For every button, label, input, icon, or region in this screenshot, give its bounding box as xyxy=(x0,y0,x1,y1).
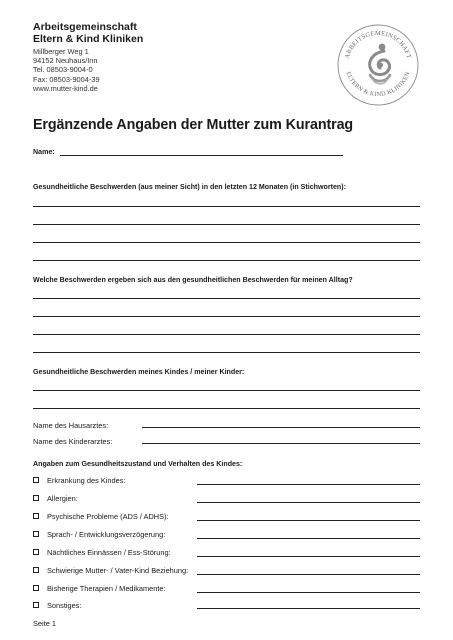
address-street: Millberger Weg 1 xyxy=(33,47,89,56)
answer-line[interactable] xyxy=(33,408,420,409)
checkbox-label: Nächtliches Einnässen / Ess-Störung: xyxy=(47,548,171,557)
answer-line[interactable] xyxy=(33,260,420,261)
checkbox-therapien[interactable] xyxy=(33,585,39,591)
address-city: 94152 Neuhaus/Inn xyxy=(33,56,98,66)
name-label: Name: xyxy=(33,148,55,156)
hausarzt-label: Name des Hausarztes: xyxy=(33,421,109,430)
address-block xyxy=(33,47,100,93)
checkbox-psychische-probleme[interactable] xyxy=(33,513,39,519)
child-section-title: Angaben zum Gesundheitszustand und Verhalten des Kindes: xyxy=(33,460,243,468)
name-field[interactable] xyxy=(60,155,343,156)
answer-line[interactable] xyxy=(33,334,420,335)
answer-line[interactable] xyxy=(197,484,420,485)
question-daily-impact: Welche Beschwerden ergeben sich aus den gesundheitlichen Beschwerden für meinen Alltag? xyxy=(33,276,353,284)
checkbox-label: Schwierige Mutter- / Vater-Kind Beziehung: xyxy=(47,566,189,575)
kinderarzt-field[interactable] xyxy=(142,443,420,444)
answer-line[interactable] xyxy=(33,316,420,317)
checkbox-label: Sprach- / Entwicklungsverzögerung: xyxy=(47,530,166,539)
address-phone: Tel. 08503-9004-0 xyxy=(33,65,93,75)
answer-line[interactable] xyxy=(197,608,420,609)
answer-line[interactable] xyxy=(33,352,420,353)
answer-line[interactable] xyxy=(33,298,420,299)
org-name-line1: Arbeitsgemeinschaft xyxy=(33,21,137,33)
checkbox-label: Sonstiges: xyxy=(47,601,82,610)
checkbox-sprachverzoegerung[interactable] xyxy=(33,531,39,537)
checkbox-beziehung[interactable] xyxy=(33,567,39,573)
answer-line[interactable] xyxy=(33,206,420,207)
hausarzt-field[interactable] xyxy=(142,427,420,428)
answer-line[interactable] xyxy=(197,538,420,539)
answer-line[interactable] xyxy=(197,502,420,503)
question-child-complaints: Gesundheitliche Beschwerden meines Kindes / meiner Kinder: xyxy=(33,368,245,376)
logo-top-text: ARBEITSGEMEINSCHAFT xyxy=(343,30,413,60)
kinderarzt-label: Name des Kinderarztes: xyxy=(33,437,113,446)
checkbox-allergien[interactable] xyxy=(33,495,39,501)
answer-line[interactable] xyxy=(33,242,420,243)
checkbox-label: Erkrankung des Kindes: xyxy=(47,476,126,485)
answer-line[interactable] xyxy=(197,520,420,521)
answer-line[interactable] xyxy=(33,390,420,391)
page-number: Seite 1 xyxy=(33,619,57,628)
checkbox-label: Psychische Probleme (ADS / ADHS): xyxy=(47,512,169,521)
answer-line[interactable] xyxy=(33,224,420,225)
checkbox-label: Bisherige Therapien / Medikamente: xyxy=(47,584,166,593)
org-name-line2: Eltern & Kind Kliniken xyxy=(33,33,144,45)
address-website: www.mutter-kind.de xyxy=(33,83,98,93)
answer-line[interactable] xyxy=(197,592,420,593)
mother-child-icon xyxy=(370,44,390,84)
page-title: Ergänzende Angaben der Mutter zum Kurantrag xyxy=(33,117,354,133)
question-health-complaints: Gesundheitliche Beschwerden (aus meiner Sicht) in den letzten 12 Monaten (in Stichworten): xyxy=(33,183,346,191)
checkbox-sonstiges[interactable] xyxy=(33,602,39,608)
checkbox-einnaessen[interactable] xyxy=(33,549,39,555)
answer-line[interactable] xyxy=(197,556,420,557)
checkbox-erkrankung[interactable] xyxy=(33,477,39,483)
logo-bottom-text: ELTERN & KIND KLINIKEN xyxy=(344,70,412,99)
address-fax: Fax: 08503-9004-39 xyxy=(33,74,100,84)
checkbox-label: Allergien: xyxy=(47,494,78,503)
organization-logo xyxy=(336,23,420,107)
answer-line[interactable] xyxy=(197,574,420,575)
